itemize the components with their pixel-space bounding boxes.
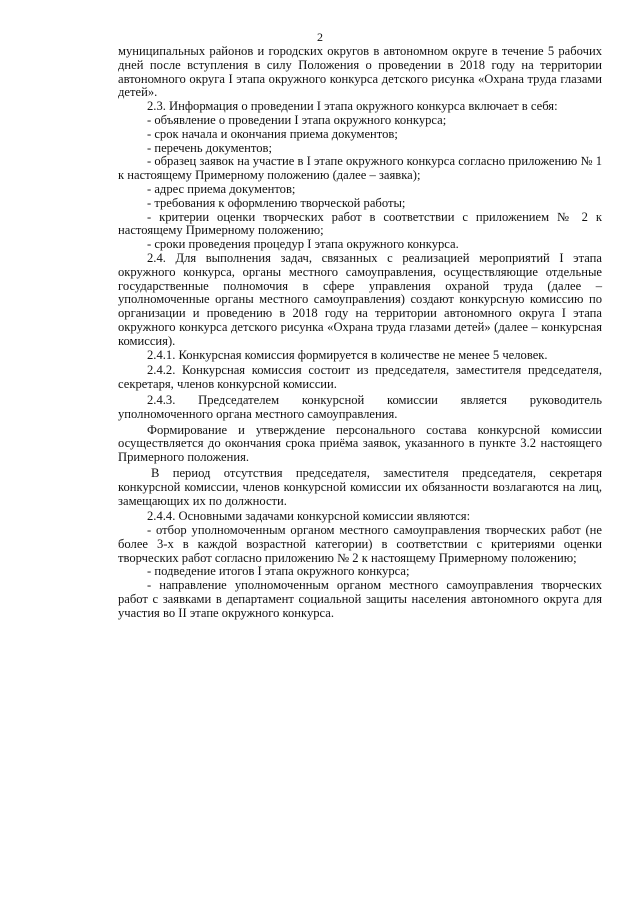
list-item: - перечень документов; <box>147 140 272 155</box>
list-item: - отбор уполномоченным органом местного самоуправления творческих работ (не более 3-х в каждой возрастной категории) в соответствии с критериями оценки творческих работ согласно приложению № 2 к настоящему Примерному положению; <box>118 523 602 565</box>
paragraph: 2.4.1. Конкурсная комиссия формируется в количестве не менее 5 человек. <box>147 347 548 362</box>
list-item: - образец заявок на участие в I этапе окружного конкурса согласно приложению № 1 к настоящему Примерному положению (далее – заявка); <box>118 154 602 183</box>
paragraph: Формирование и утверждение персонального состава конкурсной комиссии осуществляется до окончания срока приёма заявок, указанного в пункте 3.2 настоящего Примерного положения. <box>118 422 602 465</box>
document-body <box>118 45 602 621</box>
paragraph: В период отсутствия председателя, заместителя председателя, секретаря конкурсной комиссии, членов конкурсной комиссии их обязанности возлагаются на лиц, замещающих их по должности. <box>118 465 602 508</box>
list-item: - адрес приема документов; <box>147 181 296 196</box>
list-item: - подведение итогов I этапа окружного конкурса; <box>147 564 410 579</box>
paragraph: 2.3. Информация о проведении I этапа окружного конкурса включает в себя: <box>147 99 558 114</box>
list-item: - направление уполномоченным органом местного самоуправления творческих работ с заявками в департамент социальной защиты населения автономного округа для участия во II этапе окружного конкурса. <box>118 578 602 620</box>
paragraph: 2.4.3. Председателем конкурсной комиссии является руководитель уполномоченного органа местного самоуправления. <box>118 392 602 421</box>
list-item: - критерии оценки творческих работ в соответствии с приложением № 2 к настоящему Примерному положению; <box>118 209 602 238</box>
paragraph: 2.4. Для выполнения задач, связанных с реализацией мероприятий I этапа окружного конкурса, органы местного самоуправления, осуществляющие отдельные государственные полномочия в сфере управления охраной труда (далее – уполномоченные органы местного самоуправления) создают конкурсную комиссию по организации и проведению в 2018 году на территории автономного округа I этапа окружного конкурса детского рисунка «Охрана труда глазами детей» (далее – конкурсная комиссия). <box>118 250 602 348</box>
list-item: - сроки проведения процедур I этапа окружного конкурса. <box>147 237 459 252</box>
list-item: - требования к оформлению творческой работы; <box>147 195 406 210</box>
list-item: - срок начала и окончания приема документов; <box>147 126 398 141</box>
paragraph: 2.4.2. Конкурсная комиссия состоит из председателя, заместителя председателя, секретаря, членов конкурсной комиссии. <box>118 363 602 392</box>
paragraph: муниципальных районов и городских округов в автономном округе в течение 5 рабочих дней после вступления в силу Положения о проведении в 2018 году на территории автономного округа I этапа окружного конкурса детского рисунка «Охрана труда глазами детей». <box>118 44 602 100</box>
paragraph: 2.4.4. Основными задачами конкурсной комиссии являются: <box>147 509 471 524</box>
page-number: 2 <box>317 30 323 44</box>
list-item: - объявление о проведении I этапа окружного конкурса; <box>147 112 447 127</box>
